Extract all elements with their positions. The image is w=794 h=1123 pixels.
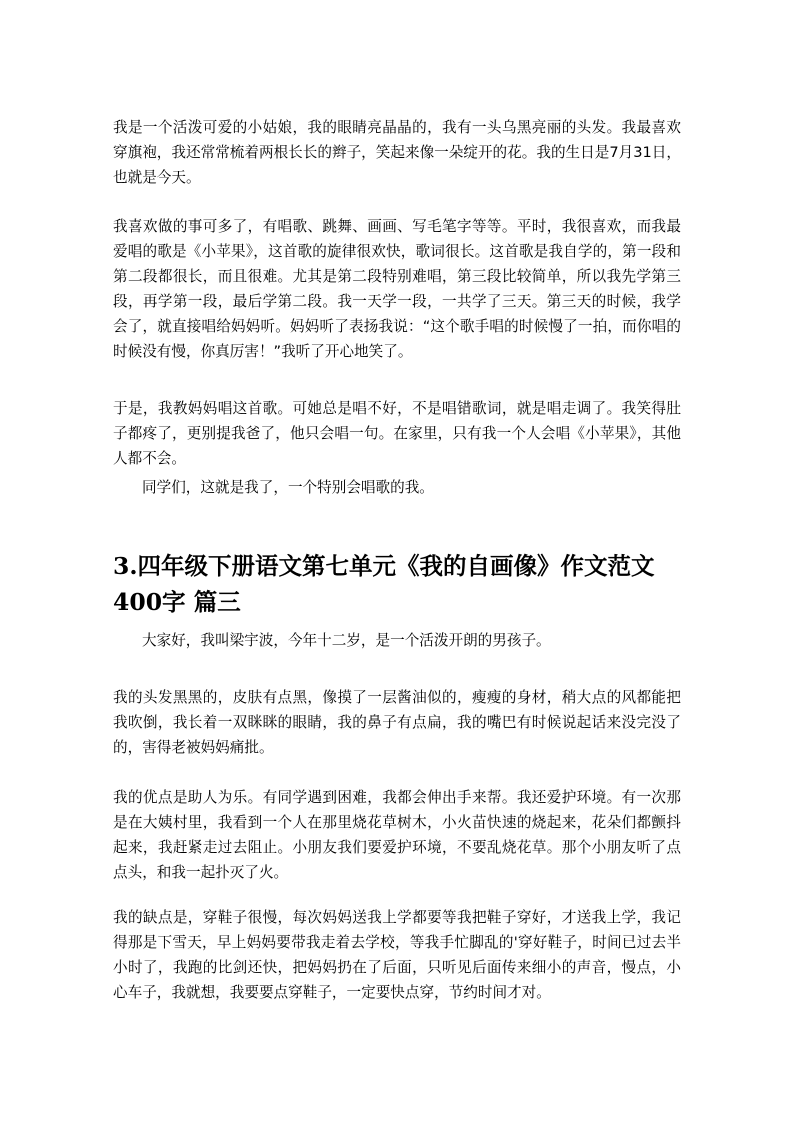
paragraph-conclusion: 同学们，这就是我了，一个特别会唱歌的我。: [142, 479, 434, 496]
section-heading: 3.四年级下册语文第七单元《我的自画像》作文范文400字 篇三: [113, 552, 655, 616]
paragraph-weaknesses: 我的缺点是，穿鞋子很慢，每次妈妈送我上学都要等我把鞋子穿好，才送我上学，我记得那是下雪天，早上妈妈要带我走着去学校，等我手忙脚乱的'穿好鞋子，时间已过去半小时了，我跑的比剑还快，把妈妈扔在了后面，只听见后面传来细小的声音，慢点，小心车子，我就想，我要要点穿鞋子，一定要快点穿，节约时间才对。: [113, 909, 681, 1001]
paragraph-strengths: 我的优点是助人为乐。有同学遇到困难，我都会伸出手来帮。我还爱护环境。有一次那是在大姨村里，我看到一个人在那里烧花草树木，小火苗快速的烧起来，花朵们都颤抖起来，我赶紧走过去阻止。小朋友我们要爱护环境，不要乱烧花草。那个小朋友听了点点头，和我一起扑灭了火。: [113, 789, 681, 881]
paragraph-teach-mom: 于是，我教妈妈唱这首歌。可她总是唱不好，不是唱错歌词，就是唱走调了。我笑得肚子都疼了，更别提我爸了，他只会唱一句。在家里，只有我一个人会唱《小苹果》，其他人都不会。: [113, 400, 681, 467]
paragraph-appearance: 我的头发黑黑的，皮肤有点黑，像摸了一层酱油似的，瘦瘦的身材，稍大点的风都能把我吹倒，我长着一双眯眯的眼睛，我的鼻子有点扁，我的嘴巴有时候说起话来没完没了的，害得老被妈妈痛批。: [113, 689, 681, 756]
paragraph-self-intro: 大家好，我叫梁宇波，今年十二岁，是一个活泼开朗的男孩子。: [142, 632, 551, 649]
paragraph-intro: 我是一个活泼可爱的小姑娘，我的眼睛亮晶晶的，我有一头乌黑亮丽的头发。我最喜欢穿旗袍，我还常常梳着两根长长的辫子，笑起来像一朵绽开的花。我的生日是7月31日，也就是今天。: [113, 119, 681, 186]
paragraph-hobbies: 我喜欢做的事可多了，有唱歌、跳舞、画画、写毛笔字等等。平时，我很喜欢，而我最爱唱的歌是《小苹果》，这首歌的旋律很欢快，歌词很长。这首歌是我自学的，第一段和第二段都很长，而且很难。尤其是第二段特别难唱，第三段比较简单，所以我先学第三段，再学第一段，最后学第二段。我一天学一段，一共学了三天。第三天的时候，我学会了，就直接唱给妈妈听。妈妈听了表扬我说：“这个歌手唱的时候慢了一拍，而你唱的时候没有慢，你真厉害！”我听了开心地笑了。: [113, 218, 681, 360]
